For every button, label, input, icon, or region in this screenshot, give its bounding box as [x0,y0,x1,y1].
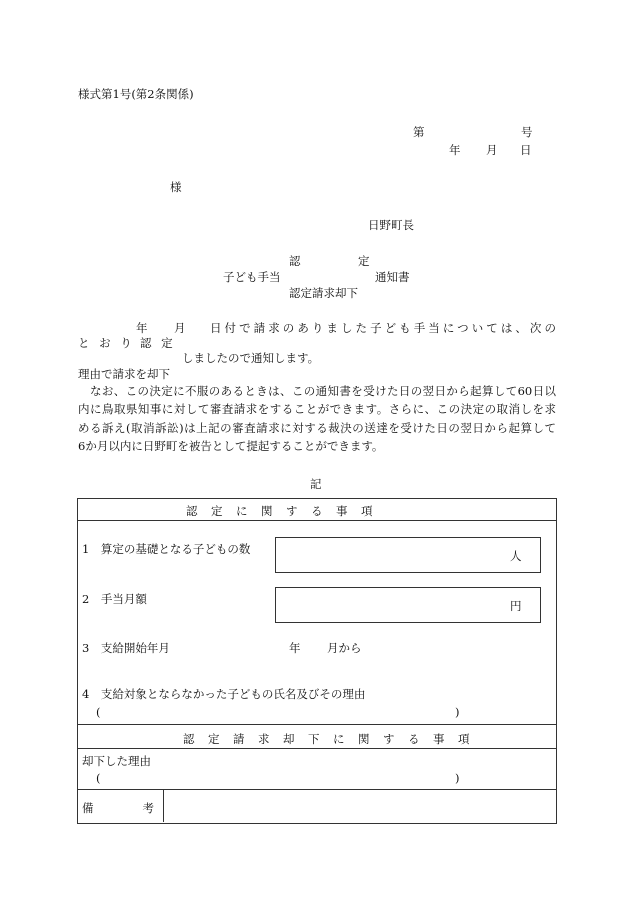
body-nintei: 認 定 [140,336,176,350]
addressee-suffix: 様 [170,180,182,194]
remarks-divider [163,789,164,822]
appeal-notice-line-2: 内に鳥取県知事に対して審査請求をすることができます。さらに、この決定の取消しを求 [78,402,556,416]
item-ineligible-children-label: 4 支給対象とならなかった子どもの氏名及びその理由 [82,687,366,701]
section-kyakka-header: 認 定 請 求 却 下 に 関 す る 事 項 [183,732,471,746]
body-line-3: しましたので通知します。 [182,351,320,365]
monthly-amount-field[interactable] [275,587,541,623]
remarks-label: 備考 [82,801,154,815]
title-nintei: 認 定 [289,254,370,268]
ineligible-paren-open: ( [96,705,101,719]
appeal-notice-line-3: める訴え(取消訴訟)は上記の審査請求に対する裁決の送達を受けた日の翌日から起算して [78,421,556,435]
title-nintei-seikyu-kyakka: 認定請求却下 [289,286,358,300]
document-number-suffix: 号 [521,125,533,139]
title-kodomo-teate: 子ども手当 [223,270,281,284]
reject-paren-close: ) [455,771,460,785]
date-year-label: 年 [449,143,461,157]
appeal-notice-line-4: 6か月以内に日野町を被告として提起することができます。 [78,439,384,453]
reject-reason-label: 却下した理由 [82,754,151,768]
section-nintei-header: 認 定 に 関 す る 事 項 [186,504,374,518]
appeal-notice-line-1: なお、この決定に不服のあるときは、この通知書を受けた日の翌日から起算して60日以 [90,384,556,398]
date-day-label: 日 [520,143,532,157]
body-month-label: 月 [174,321,186,335]
reject-paren-open: ( [96,771,101,785]
form-number: 様式第1号(第2条関係) [78,87,194,101]
divider [77,520,556,521]
title-tsuchisho: 通知書 [375,270,410,284]
start-year-label: 年 [289,641,301,655]
divider [77,789,556,790]
issuer: 日野町長 [368,218,414,232]
ineligible-paren-close: ) [455,705,460,719]
ki-heading: 記 [310,477,322,491]
item-monthly-amount-label: 2 手当月額 [82,592,147,606]
divider [77,724,556,725]
children-count-unit: 人 [510,549,522,563]
divider [77,748,556,749]
body-line-4: 理由で請求を却下 [78,367,170,381]
remarks-field[interactable] [165,791,553,821]
monthly-amount-unit: 円 [510,599,522,613]
body-toori: と お り [78,336,135,350]
item-start-month-label: 3 支給開始年月 [82,641,170,655]
children-count-field[interactable] [275,537,541,573]
start-month-from: 月から [327,641,362,655]
body-line-1: 日付で請求のありました子ども手当については、次の [210,321,556,335]
body-year-label: 年 [136,321,148,335]
date-month-label: 月 [486,143,498,157]
item-children-count-label: 1 算定の基礎となる子どもの数 [82,542,251,556]
document-number-prefix: 第 [413,125,425,139]
